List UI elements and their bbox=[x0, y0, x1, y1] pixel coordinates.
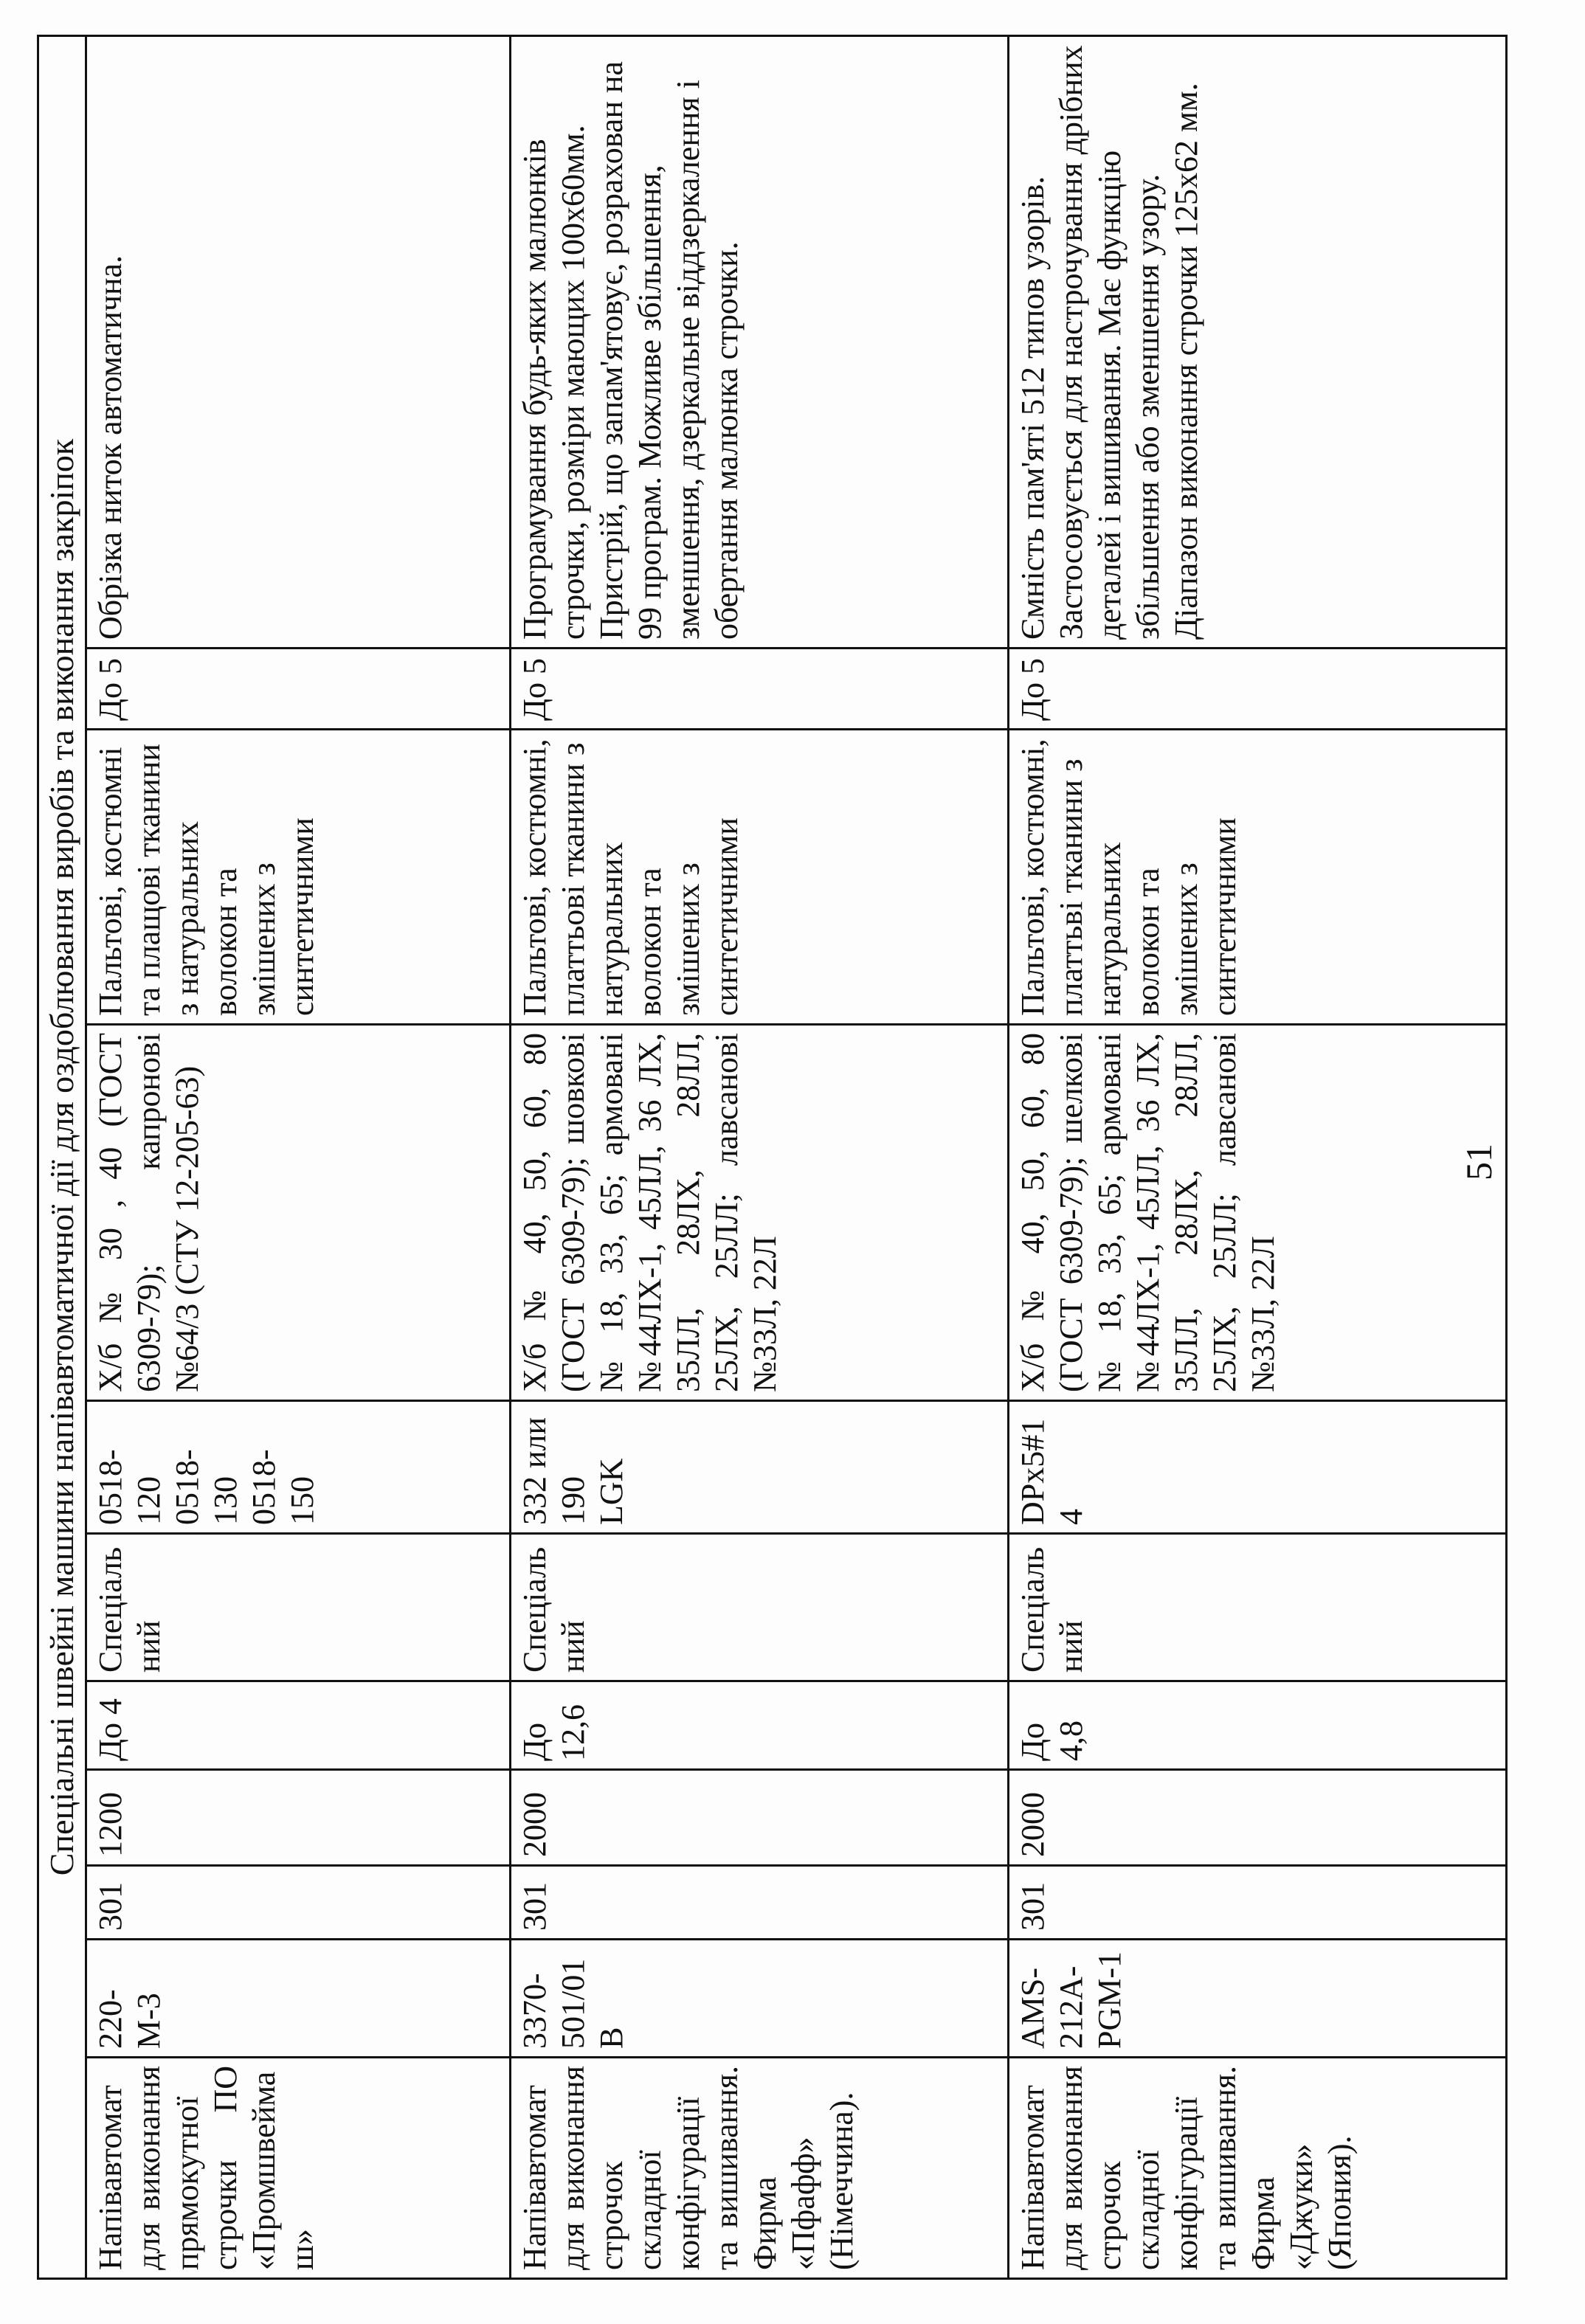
table-row bbox=[511, 35, 1009, 2278]
cell-materials: Пальтові, костюмні, платтьві тканини з натуральних волокон та змішених з синтетичними bbox=[1009, 730, 1507, 1025]
cell-speed: 2000 bbox=[511, 1770, 1009, 1866]
machines-table bbox=[37, 35, 1508, 2280]
cell-stitch: 301 bbox=[1009, 1866, 1507, 1940]
cell-stitch: 301 bbox=[511, 1866, 1009, 1940]
cell-threads: Х/б № 40, 50, 60, 80 (ГОСТ 6309-79); шелкові № 18, 33, 65; армовані №44ЛХ-1, 45ЛЛ, 36 ЛХ, 35ЛЛ, 28ЛХ, 28ЛЛ, 25ЛХ, 25ЛЛ; лавсанові №33Л, 22Л bbox=[1009, 1025, 1507, 1401]
cell-speed: 1200 bbox=[86, 1770, 511, 1866]
cell-threads: Х/б № 30 , 40 (ГОСТ 6309-79); капронові №64/3 (СТУ 12-205-63) bbox=[86, 1025, 511, 1401]
cell-stitches-per-cm: До 5 bbox=[511, 649, 1009, 730]
cell-machine-name: Напівавтомат для виконання прямокутної строчки ПО «Промшвеймаш» bbox=[86, 2058, 511, 2279]
cell-needle-type: Спеціальний bbox=[1009, 1534, 1507, 1681]
cell-stitches-per-cm: До 5 bbox=[1009, 649, 1507, 730]
cell-needle-no: DPx5#14 bbox=[1009, 1401, 1507, 1534]
cell-features: Обрізка ниток автоматична. bbox=[86, 35, 511, 648]
page-number: 51 bbox=[1458, 1144, 1499, 1180]
cell-needle-no: 332 или 190 LGK bbox=[511, 1401, 1009, 1534]
cell-stitches-per-cm: До 5 bbox=[86, 649, 511, 730]
cell-speed: 2000 bbox=[1009, 1770, 1507, 1866]
cell-features: Ємність пам'яті 512 типов узорів. Застосовується для настрочування дрібних деталей і вишивання. Має функцію збільшення або зменшення узору. Діапазон виконання строчки 125х62 мм. bbox=[1009, 35, 1507, 648]
table-row bbox=[1009, 35, 1507, 2278]
cell-materials: Пальтові, костюмні, платтьові тканини з натуральних волокон та змішених з синтетичними bbox=[511, 730, 1009, 1025]
cell-thickness: До 4,8 bbox=[1009, 1681, 1507, 1770]
cell-thickness: До 12,6 bbox=[511, 1681, 1009, 1770]
cell-needle-type: Спеціальний bbox=[511, 1534, 1009, 1681]
table-title: Спеціальні швейні машини напівавтоматичної дії для оздоблювання виробів та виконання закріпок bbox=[38, 35, 86, 2278]
cell-threads: Х/б № 40, 50, 60, 80 (ГОСТ 6309-79); шовкові № 18, 33, 65; армовані №44ЛХ-1, 45ЛЛ, 36 ЛХ, 35ЛЛ, 28ЛХ, 28ЛЛ, 25ЛХ, 25ЛЛ; лавсанові №33Л, 22Л bbox=[511, 1025, 1009, 1401]
cell-needle-no: 0518-120 0518-130 0518-150 bbox=[86, 1401, 511, 1534]
cell-class: 3370-501/01 В bbox=[511, 1940, 1009, 2058]
cell-machine-name: Напівавтомат для виконання строчок складної конфігурації та вишивання. Фирма «Джуки» (Япония). bbox=[1009, 2058, 1507, 2279]
cell-class: 220-М-3 bbox=[86, 1940, 511, 2058]
cell-needle-type: Спеціальний bbox=[86, 1534, 511, 1681]
cell-stitch: 301 bbox=[86, 1866, 511, 1940]
cell-features: Програмування будь-яких малюнків строчки, розміри мающих 100х60мм. Пристрій, що запам'ятовує, розрахован на 99 програм. Можливе збільшення, зменшення, дзеркальне віддзеркалення і обертання малюнка строчки. bbox=[511, 35, 1009, 648]
rotated-table-container bbox=[37, 37, 1468, 2280]
cell-thickness: До 4 bbox=[86, 1681, 511, 1770]
cell-machine-name: Напівавтомат для виконання строчок складної конфігурації та вишивання. Фирма «Пфафф» (Німеччина). bbox=[511, 2058, 1009, 2279]
cell-materials: Пальтові, костюмні та плащові тканини з натуральних волокон та змішених з синтетичними bbox=[86, 730, 511, 1025]
cell-class: AMS-212A-PGM-1 bbox=[1009, 1940, 1507, 2058]
table-row bbox=[86, 35, 511, 2278]
